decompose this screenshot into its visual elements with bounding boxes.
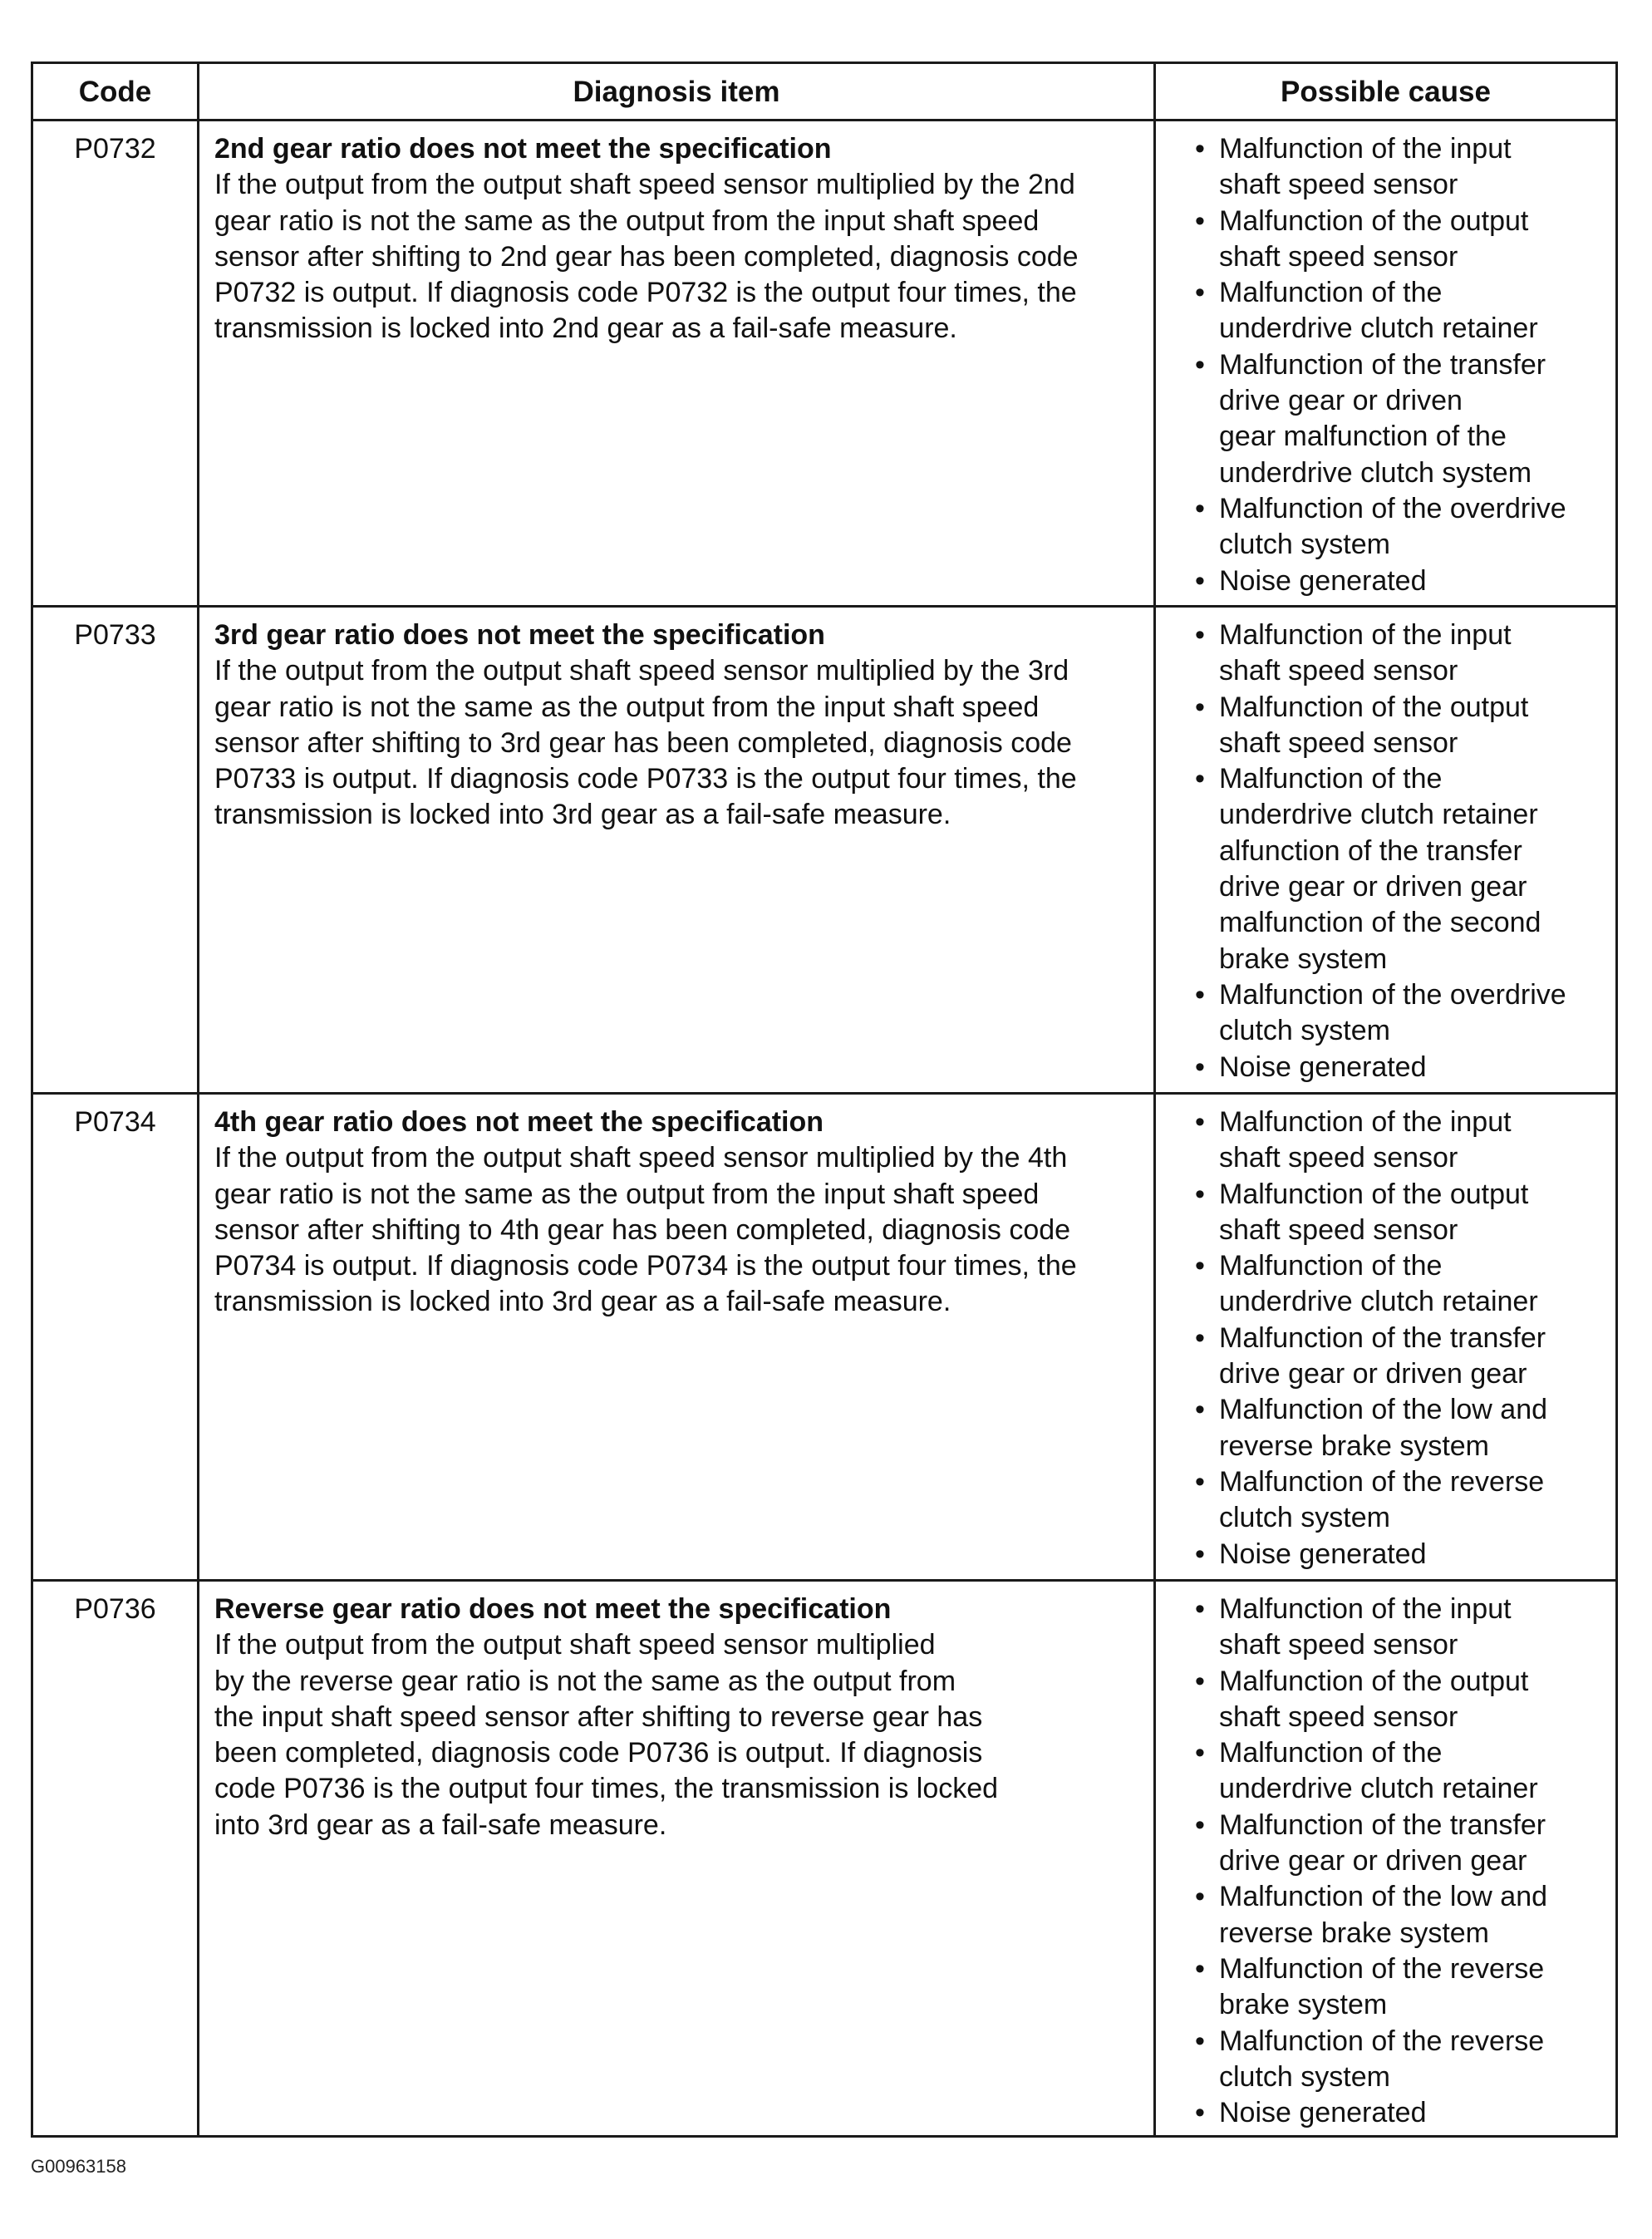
cause-item [1187, 131, 1609, 204]
cause-text: Noise generated [1219, 564, 1427, 597]
header-diagnosis-item: Diagnosis item [199, 64, 1156, 119]
bullet-icon: • [1195, 1321, 1205, 1354]
cause-item [1187, 563, 1609, 599]
bullet-icon: • [1195, 763, 1205, 795]
bullet-icon: • [1195, 1737, 1205, 1769]
cause-text: Malfunction of the underdrive clutch retainer [1219, 277, 1538, 345]
code-cell: P0734 [33, 1095, 199, 1579]
table-row-p0734 [33, 1092, 1615, 1579]
cause-text: Malfunction of the underdrive clutch retainer alfunction of the transfer drive gear or driven gear malfunction of the second brake system [1219, 763, 1541, 975]
cause-item [1187, 204, 1609, 276]
bullet-icon: • [1195, 1808, 1205, 1841]
cause-text: Malfunction of the reverse clutch system [1219, 1465, 1545, 1534]
cause-text: Malfunction of the output shaft speed sensor [1219, 1178, 1529, 1246]
diagnosis-description: If the output from the output shaft speed sensor multiplied by the 4th gear ratio is not the same as the output from the input shaft speed sensor after shifting to 4th gear has been completed, diagnosis code P0734 is output. If diagnosis code P0734 is the output four times, the transmission is locked into 3rd gear as a fail-safe measure. [214, 1142, 1077, 1318]
diagnosis-title: 3rd gear ratio does not meet the specification [214, 619, 825, 651]
cause-item [1187, 1735, 1609, 1808]
diagnosis-description: If the output from the output shaft speed sensor multiplied by the reverse gear ratio is not the same as the output from the input shaft speed sensor after shifting to reverse gear has been completed, diagnosis code P0736 is output. If diagnosis code P0736 is the output four times, the transmission is locked into 3rd gear as a fail-safe measure. [214, 1629, 999, 1841]
cause-item [1187, 275, 1609, 347]
cause-text: Malfunction of the low and reverse brake system [1219, 1881, 1548, 1949]
cause-item [1187, 2024, 1609, 2096]
cause-text: Malfunction of the transfer drive gear or driven gear malfunction of the underdrive clutch system [1219, 348, 1546, 489]
cause-cell [1156, 121, 1615, 605]
table-row-p0736 [33, 1579, 1615, 2135]
code-cell: P0736 [33, 1582, 199, 2135]
cause-item [1187, 618, 1609, 690]
diagnosis-title: Reverse gear ratio does not meet the specification [214, 1593, 892, 1625]
bullet-icon: • [1195, 691, 1205, 723]
bullet-icon: • [1195, 619, 1205, 651]
cause-item [1187, 1879, 1609, 1951]
cause-text: Malfunction of the overdrive clutch system [1219, 492, 1566, 561]
cause-text: Malfunction of the underdrive clutch retainer [1219, 1737, 1538, 1805]
cause-text: Malfunction of the underdrive clutch retainer [1219, 1250, 1538, 1318]
cause-item [1187, 690, 1609, 762]
cause-text: Noise generated [1219, 1538, 1427, 1570]
cause-text: Malfunction of the output shaft speed sensor [1219, 1665, 1529, 1733]
bullet-icon: • [1195, 1881, 1205, 1913]
bullet-icon: • [1195, 348, 1205, 381]
cause-item [1187, 1951, 1609, 2024]
bullet-icon: • [1195, 492, 1205, 524]
diagnosis-cell [199, 1095, 1156, 1579]
cause-text: Malfunction of the input shaft speed sensor [1219, 1593, 1512, 1661]
code-cell: P0732 [33, 121, 199, 605]
cause-cell [1156, 608, 1615, 1092]
header-possible-cause: Possible cause [1281, 75, 1491, 108]
table-row-p0732 [33, 119, 1615, 605]
cause-item [1187, 1592, 1609, 1664]
cause-text: Malfunction of the transfer drive gear or driven gear [1219, 1808, 1546, 1877]
diagnosis-cell [199, 608, 1156, 1092]
diagnosis-description: If the output from the output shaft speed sensor multiplied by the 3rd gear ratio is not the same as the output from the input shaft speed sensor after shifting to 3rd gear has been completed, diagnosis code P0733 is output. If diagnosis code P0733 is the output four times, the transmission is locked into 3rd gear as a fail-safe measure. [214, 655, 1077, 831]
cause-text: Malfunction of the reverse brake system [1219, 1952, 1545, 2021]
cause-text: Noise generated [1219, 2097, 1427, 2129]
cause-item [1187, 1105, 1609, 1177]
cause-item [1187, 1177, 1609, 1249]
cause-text: Malfunction of the input shaft speed sensor [1219, 1106, 1512, 1174]
cause-text: Malfunction of the input shaft speed sensor [1219, 619, 1512, 687]
bullet-icon: • [1195, 2097, 1205, 2129]
table-header-row [33, 64, 1615, 119]
cause-list [1187, 131, 1609, 599]
bullet-icon: • [1195, 1538, 1205, 1570]
cause-item [1187, 1392, 1609, 1464]
cause-item [1187, 491, 1609, 563]
cause-text: Malfunction of the output shaft speed sensor [1219, 691, 1529, 759]
header-code: Code [33, 64, 199, 119]
bullet-icon: • [1195, 1465, 1205, 1498]
cause-item [1187, 347, 1609, 491]
cause-text: Noise generated [1219, 1051, 1427, 1083]
cause-item [1187, 2095, 1609, 2131]
cause-item [1187, 1537, 1609, 1572]
table-row-p0733 [33, 605, 1615, 1092]
bullet-icon: • [1195, 1250, 1205, 1282]
bullet-icon: • [1195, 1106, 1205, 1138]
bullet-icon: • [1195, 2025, 1205, 2057]
cause-text: Malfunction of the input shaft speed sensor [1219, 133, 1512, 201]
bullet-icon: • [1195, 564, 1205, 597]
cause-list [1187, 618, 1609, 1085]
cause-text: Malfunction of the transfer drive gear or driven gear [1219, 1321, 1546, 1390]
cause-item [1187, 1808, 1609, 1880]
code-cell: P0733 [33, 608, 199, 1092]
bullet-icon: • [1195, 1952, 1205, 1985]
cause-item [1187, 761, 1609, 977]
bullet-icon: • [1195, 978, 1205, 1011]
cause-item [1187, 1321, 1609, 1393]
cause-item [1187, 1664, 1609, 1736]
bullet-icon: • [1195, 133, 1205, 165]
diagnosis-cell [199, 121, 1156, 605]
bullet-icon: • [1195, 204, 1205, 237]
cause-text: Malfunction of the overdrive clutch system [1219, 978, 1566, 1047]
cause-item [1187, 1248, 1609, 1321]
diagnosis-title: 2nd gear ratio does not meet the specification [214, 133, 832, 165]
cause-item [1187, 977, 1609, 1050]
bullet-icon: • [1195, 1593, 1205, 1625]
cause-text: Malfunction of the output shaft speed sensor [1219, 204, 1529, 273]
bullet-icon: • [1195, 1394, 1205, 1426]
bullet-icon: • [1195, 1051, 1205, 1083]
cause-item [1187, 1464, 1609, 1537]
cause-text: Malfunction of the low and reverse brake system [1219, 1394, 1548, 1462]
bullet-icon: • [1195, 1665, 1205, 1697]
cause-cell [1156, 1582, 1615, 2135]
bullet-icon: • [1195, 277, 1205, 309]
cause-cell [1156, 1095, 1615, 1579]
cause-list [1187, 1105, 1609, 1572]
diagnosis-description: If the output from the output shaft speed sensor multiplied by the 2nd gear ratio is not the same as the output from the input shaft speed sensor after shifting to 2nd gear has been completed, diagnosis code P0732 is output. If diagnosis code P0732 is the output four times, the transmission is locked into 2nd gear as a fail-safe measure. [214, 169, 1079, 345]
bullet-icon: • [1195, 1178, 1205, 1210]
cause-item [1187, 1050, 1609, 1085]
diagnosis-title: 4th gear ratio does not meet the specification [214, 1106, 824, 1138]
figure-id-label: G00963158 [31, 2156, 126, 2177]
diagnosis-cell [199, 1582, 1156, 2135]
cause-list [1187, 1592, 1609, 2131]
diagnosis-table [31, 62, 1618, 2138]
cause-text: Malfunction of the reverse clutch system [1219, 2025, 1545, 2093]
